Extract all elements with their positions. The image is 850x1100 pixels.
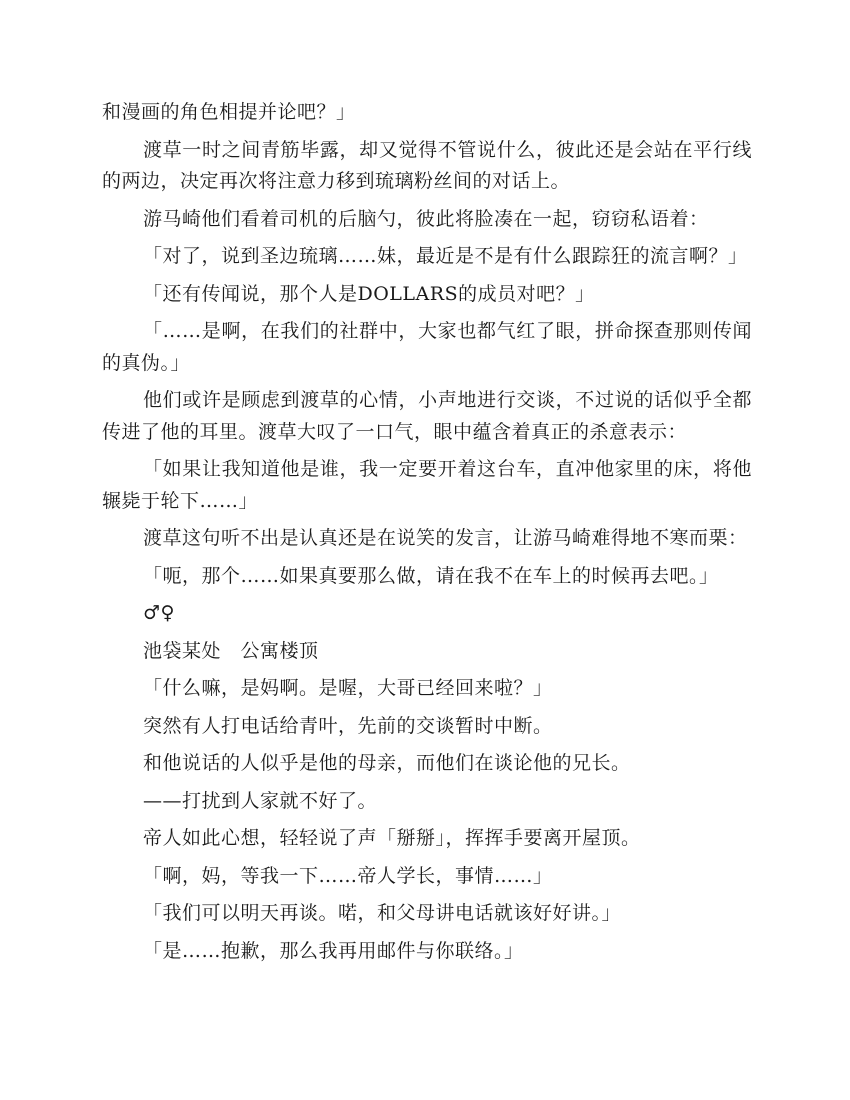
paragraph: 「是……抱歉，那么我再用邮件与你联络。」 [143, 939, 524, 962]
paragraph: 「我们可以明天再谈。喏，和父母讲电话就该好好讲。」 [143, 902, 622, 924]
paragraph: ——打扰到人家就不好了。 [143, 789, 378, 812]
paragraph: 「还有传闻说，那个人是DOLLARS的成员对吧？」 [143, 282, 595, 305]
paragraph: 他们或许是顾虑到渡草的心情，小声地进行交谈，不过说的话似乎全都传进了他的耳里。渡草大叹了一口气，眼中蕴含着真正的杀意表示： [102, 389, 752, 443]
paragraph: 「啊，妈，等我一下……帝人学长，事情……」 [143, 864, 553, 887]
paragraph: 帝人如此心想，轻轻说了声「掰掰」，挥挥手要离开屋顶。 [143, 827, 641, 849]
paragraph: 突然有人打电话给青叶，先前的交谈暂时中断。 [143, 714, 553, 737]
paragraph: 渡草一时之间青筋毕露，却又觉得不管说什么，彼此还是会站在平行线的两边，决定再次将注意力移到琉璃粉丝间的对话上。 [102, 138, 752, 192]
paragraph: 「如果让我知道他是谁，我一定要开着这台车，直冲他家里的床，将他辗毙于轮下……」 [102, 458, 752, 512]
paragraph: 「……是啊，在我们的社群中，大家也都气红了眼，拼命探查那则传闻的真伪。」 [102, 320, 752, 374]
paragraph: 和漫画的角色相提并论吧？」 [102, 101, 356, 123]
paragraph: 「什么嘛，是妈啊。是喔，大哥已经回来啦？」 [143, 677, 553, 699]
scene-heading: 池袋某处 公寓楼顶 [143, 639, 319, 662]
paragraph: 「对了，说到圣边琉璃……妹，最近是不是有什么跟踪狂的流言啊？」 [143, 245, 748, 267]
paragraph: 游马崎他们看着司机的后脑勺，彼此将脸凑在一起，窃窃私语着： [143, 207, 709, 230]
scene-break-symbol: ♂♀ [143, 602, 175, 624]
paragraph: 和他说话的人似乎是他的母亲，而他们在谈论他的兄长。 [143, 752, 631, 774]
document-page [102, 97, 752, 973]
paragraph: 渡草这句听不出是认真还是在说笑的发言，让游马崎难得地不寒而栗： [143, 527, 748, 549]
paragraph: 「呃，那个……如果真要那么做，请在我不在车上的时候再去吧。」 [143, 564, 719, 587]
